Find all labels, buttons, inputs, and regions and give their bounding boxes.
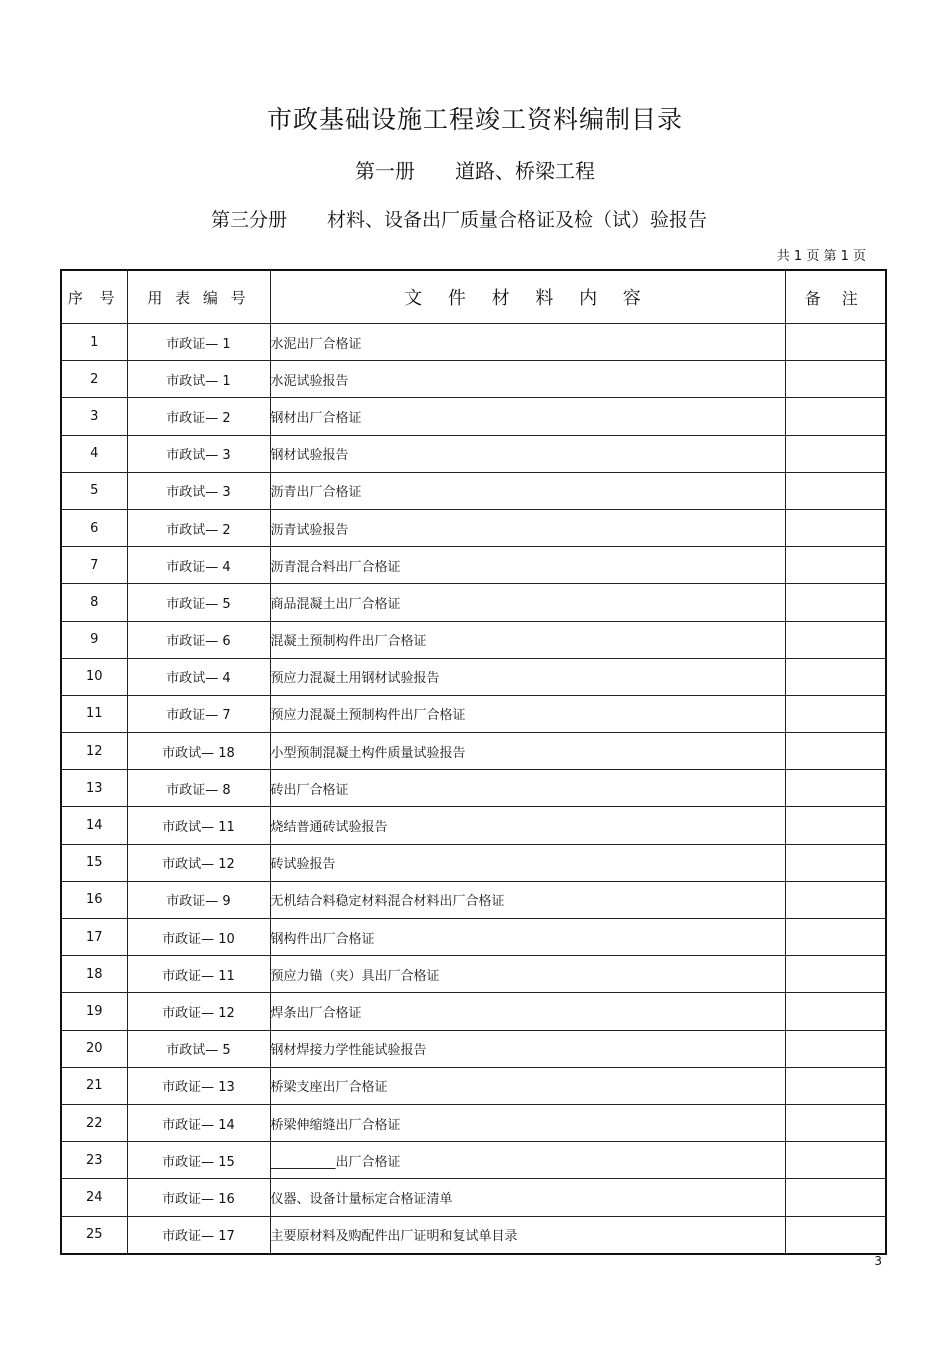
row-content: 桥梁支座出厂合格证 [270,1067,785,1104]
row-content: 钢构件出厂合格证 [270,919,785,956]
row-content: 砖试验报告 [270,844,785,881]
row-content: 预应力混凝土预制构件出厂合格证 [270,695,785,732]
row-remark [785,770,886,807]
row-no: 11 [61,695,127,732]
row-content: 沥青混合料出厂合格证 [270,547,785,584]
row-no: 24 [61,1179,127,1216]
row-no: 23 [61,1142,127,1179]
table-row [61,993,886,1030]
row-code: 市政试— 3 [127,435,270,472]
table-row [61,1104,886,1141]
row-no: 13 [61,770,127,807]
row-remark [785,695,886,732]
table-row [61,584,886,621]
row-content: 烧结普通砖试验报告 [270,807,785,844]
row-no: 7 [61,547,127,584]
row-no: 14 [61,807,127,844]
row-code: 市政试— 5 [127,1030,270,1067]
table-row [61,361,886,398]
row-code: 市政证— 2 [127,398,270,435]
row-no: 19 [61,993,127,1030]
row-remark [785,881,886,918]
row-no: 17 [61,919,127,956]
table-header-row [61,270,886,324]
row-remark [785,1142,886,1179]
row-remark [785,844,886,881]
table-row [61,695,886,732]
row-remark [785,472,886,509]
row-remark [785,435,886,472]
table-row [61,770,886,807]
page-title: 市政基础设施工程竣工资料编制目录 [266,105,683,134]
row-remark [785,919,886,956]
row-code: 市政证— 10 [127,919,270,956]
row-code: 市政证— 4 [127,547,270,584]
row-no: 21 [61,1067,127,1104]
table-row [61,547,886,584]
row-content: __________出厂合格证 [270,1142,785,1179]
row-code: 市政证— 11 [127,956,270,993]
row-code: 市政证— 16 [127,1179,270,1216]
subvolume-heading [0,205,918,232]
row-content: 预应力锚（夹）具出厂合格证 [270,956,785,993]
row-remark [785,1104,886,1141]
row-no: 2 [61,361,127,398]
row-no: 25 [61,1216,127,1254]
table-row [61,509,886,546]
table-body [61,324,886,1254]
row-code: 市政试— 12 [127,844,270,881]
row-remark [785,658,886,695]
row-no: 3 [61,398,127,435]
row-content: 沥青试验报告 [270,509,785,546]
row-code: 市政证— 8 [127,770,270,807]
row-remark [785,1067,886,1104]
table-row [61,1067,886,1104]
row-remark [785,621,886,658]
row-no: 5 [61,472,127,509]
row-code: 市政试— 1 [127,361,270,398]
header-content: 文 件 材 料 内 容 [270,270,785,324]
row-remark [785,324,886,361]
row-remark [785,361,886,398]
table-row [61,472,886,509]
row-remark [785,956,886,993]
volume-name: 道路、桥梁工程 [455,159,595,183]
row-remark [785,1030,886,1067]
subvolume-label: 第三分册 [210,209,287,231]
row-no: 1 [61,324,127,361]
header-no: 序 号 [61,270,127,324]
row-no: 18 [61,956,127,993]
row-content: 钢材焊接力学性能试验报告 [270,1030,785,1067]
row-code: 市政试— 3 [127,472,270,509]
row-content: 无机结合料稳定材料混合材料出厂合格证 [270,881,785,918]
row-content: 砖出厂合格证 [270,770,785,807]
row-remark [785,1216,886,1254]
table-row [61,1030,886,1067]
row-content: 仪器、设备计量标定合格证清单 [270,1179,785,1216]
table-row [61,881,886,918]
row-remark [785,993,886,1030]
table-row [61,621,886,658]
row-content: 商品混凝土出厂合格证 [270,584,785,621]
page-info: 共 1 页 第 1 页 [776,249,866,264]
row-no: 4 [61,435,127,472]
row-no: 20 [61,1030,127,1067]
table-row [61,324,886,361]
volume-label: 第一册 [355,159,415,183]
header-code: 用 表 编 号 [127,270,270,324]
row-remark [785,398,886,435]
subvolume-name: 材料、设备出厂质量合格证及检（试）验报告 [327,209,708,231]
table-row [61,807,886,844]
table-row [61,658,886,695]
row-code: 市政证— 7 [127,695,270,732]
row-no: 8 [61,584,127,621]
row-remark [785,1179,886,1216]
row-code: 市政证— 5 [127,584,270,621]
row-code: 市政试— 18 [127,733,270,770]
row-content: 水泥试验报告 [270,361,785,398]
row-code: 市政证— 1 [127,324,270,361]
row-content: 水泥出厂合格证 [270,324,785,361]
row-content: 小型预制混凝土构件质量试验报告 [270,733,785,770]
table-row [61,919,886,956]
row-code: 市政试— 2 [127,509,270,546]
row-content: 预应力混凝土用钢材试验报告 [270,658,785,695]
row-remark [785,584,886,621]
row-remark [785,509,886,546]
row-no: 12 [61,733,127,770]
row-code: 市政证— 6 [127,621,270,658]
contents-table [60,269,887,1255]
volume-heading [0,155,950,184]
table-row [61,1216,886,1254]
table-row [61,1142,886,1179]
row-code: 市政证— 9 [127,881,270,918]
row-no: 22 [61,1104,127,1141]
table-row [61,398,886,435]
row-no: 16 [61,881,127,918]
row-remark [785,807,886,844]
row-code: 市政证— 13 [127,1067,270,1104]
row-code: 市政试— 11 [127,807,270,844]
row-content: 主要原材料及购配件出厂证明和复试单目录 [270,1216,785,1254]
row-no: 15 [61,844,127,881]
row-content: 混凝土预制构件出厂合格证 [270,621,785,658]
table-row [61,956,886,993]
table-row [61,844,886,881]
table-row [61,733,886,770]
row-remark [785,733,886,770]
row-content: 焊条出厂合格证 [270,993,785,1030]
row-content: 钢材试验报告 [270,435,785,472]
table-row [61,1179,886,1216]
page-number: 3 [874,1254,882,1268]
row-remark [785,547,886,584]
table-row [61,435,886,472]
row-content: 钢材出厂合格证 [270,398,785,435]
row-code: 市政证— 17 [127,1216,270,1254]
row-no: 9 [61,621,127,658]
row-content: 桥梁伸缩缝出厂合格证 [270,1104,785,1141]
row-code: 市政试— 4 [127,658,270,695]
row-no: 6 [61,509,127,546]
row-no: 10 [61,658,127,695]
row-content: 沥青出厂合格证 [270,472,785,509]
row-code: 市政证— 15 [127,1142,270,1179]
row-code: 市政证— 14 [127,1104,270,1141]
header-remark: 备 注 [785,270,886,324]
row-code: 市政证— 12 [127,993,270,1030]
